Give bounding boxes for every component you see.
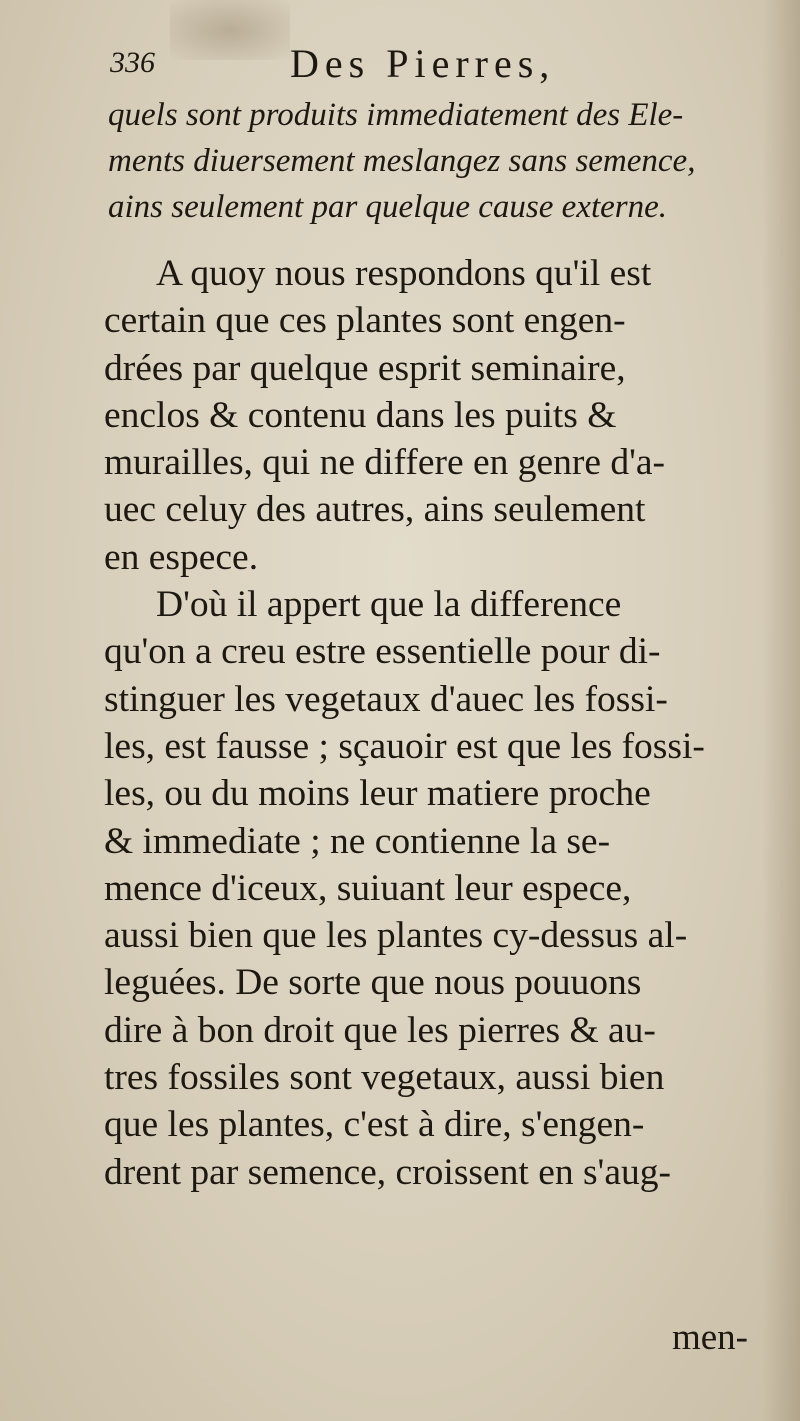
text-line: drées par quelque esprit seminaire, xyxy=(104,347,626,389)
italic-paragraph xyxy=(108,92,768,230)
text-line: leguées. De sorte que nous pouuons xyxy=(104,962,642,1004)
text-line: drent par semence, croissent en s'aug- xyxy=(104,1151,671,1193)
catchword: men- xyxy=(671,1317,748,1358)
text-line: A quoy nous respondons qu'il est xyxy=(156,253,652,294)
text-line: ains seulement par quelque cause externe. xyxy=(108,189,668,225)
text-line: enclos & contenu dans les puits & xyxy=(104,394,617,436)
text-line: tres fossiles sont vegetaux, aussi bien xyxy=(104,1057,665,1099)
text-line: certain que ces plantes sont engen- xyxy=(104,300,626,342)
text-line: qu'on a creu estre essentielle pour di- xyxy=(104,631,661,673)
text-line: D'où il appert que la difference xyxy=(156,584,622,626)
text-line: mence d'iceux, suiuant leur espece, xyxy=(104,867,632,909)
text-line: quels sont produits immediatement des Ele- xyxy=(108,97,684,133)
text-line: ments diuersement meslangez sans semence, xyxy=(108,143,696,179)
page-number: 336 xyxy=(110,46,155,79)
text-line: murailles, qui ne differe en genre d'a- xyxy=(104,442,666,484)
running-head: Des Pierres, xyxy=(290,41,556,86)
text-line: dire à bon droit que les pierres & au- xyxy=(104,1009,656,1051)
text-line: en espece. xyxy=(104,536,259,578)
text-line: uec celuy des autres, ains seulement xyxy=(104,489,646,531)
text-line: les, est fausse ; sçauoir est que les fossi- xyxy=(104,725,705,767)
text-line: stinguer les vegetaux d'auec les fossi- xyxy=(104,678,668,720)
text-line: aussi bien que les plantes cy-dessus al- xyxy=(104,915,688,957)
text-line: les, ou du moins leur matiere proche xyxy=(104,773,651,815)
page-header xyxy=(110,40,760,94)
text-line: & immediate ; ne contienne la se- xyxy=(104,820,611,862)
text-line: que les plantes, c'est à dire, s'engen- xyxy=(104,1104,645,1146)
body-text xyxy=(104,250,776,1196)
